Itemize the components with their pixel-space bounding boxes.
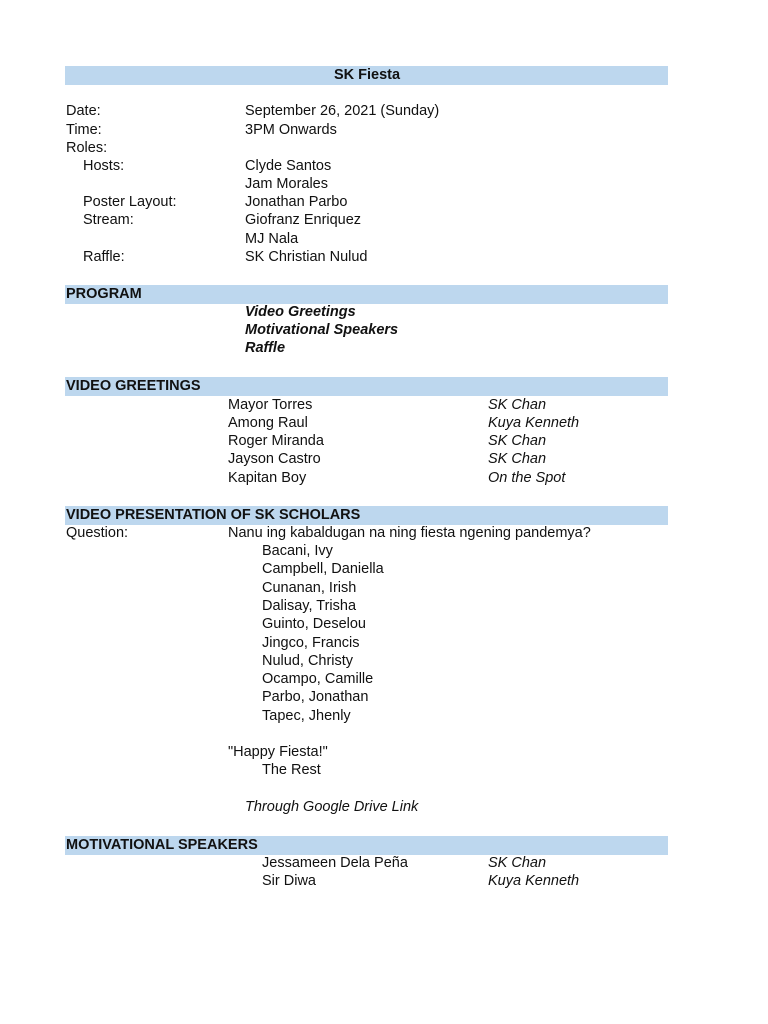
scholar-name: Tapec, Jhenly: [262, 708, 351, 724]
scholar-name: Nulud, Christy: [262, 653, 354, 669]
poster-value: Jonathan Parbo: [245, 194, 348, 210]
program-item: [0, 303, 768, 321]
poster-label: Poster Layout:: [83, 194, 177, 210]
date-value: September 26, 2021 (Sunday): [245, 103, 440, 119]
motivational-heading-band: [65, 836, 668, 855]
greeting-assignee: SK Chan: [488, 397, 547, 413]
greeting-row: [0, 469, 768, 487]
greeting-name: Roger Miranda: [228, 433, 324, 449]
drive-link-note: Through Google Drive Link: [245, 799, 419, 815]
question-row: [0, 524, 768, 542]
greeting-row: [0, 432, 768, 450]
stream-name: Giofranz Enriquez: [245, 212, 362, 228]
scholar-row: [0, 688, 768, 706]
greeting-name: Kapitan Boy: [228, 470, 307, 486]
speaker-name: Jessameen Dela Peña: [262, 855, 408, 871]
stream-name: MJ Nala: [245, 231, 299, 247]
program-item-label: Motivational Speakers: [245, 322, 399, 338]
scholar-row: [0, 707, 768, 725]
raffle-value: SK Christian Nulud: [245, 249, 368, 265]
video-greetings-heading: VIDEO GREETINGS: [66, 378, 201, 394]
program-item: [0, 339, 768, 357]
speaker-row: [0, 872, 768, 890]
question-label: Question:: [66, 525, 129, 541]
date-label: Date:: [66, 103, 101, 119]
video-greetings-heading-band: [65, 377, 668, 396]
note-row: [0, 798, 768, 816]
stream-row: [0, 211, 768, 229]
greeting-assignee: SK Chan: [488, 451, 547, 467]
title-band: [65, 66, 668, 85]
scholar-name: Jingco, Francis: [262, 635, 360, 651]
hosts-row: [0, 157, 768, 175]
scholar-name: Dalisay, Trisha: [262, 598, 357, 614]
scholar-row: [0, 542, 768, 560]
scholar-row: [0, 652, 768, 670]
raffle-label: Raffle:: [83, 249, 125, 265]
speaker-assignee: SK Chan: [488, 855, 547, 871]
page-title: SK Fiesta: [333, 67, 401, 83]
scholar-row: [0, 634, 768, 652]
scholar-name: Campbell, Daniella: [262, 561, 384, 577]
greeting-quote: "Happy Fiesta!": [228, 744, 328, 760]
scholar-row: [0, 615, 768, 633]
time-label: Time:: [66, 122, 102, 138]
scholar-name: Guinto, Deselou: [262, 616, 366, 632]
time-value: 3PM Onwards: [245, 122, 337, 138]
host-name: Clyde Santos: [245, 158, 332, 174]
scholar-row: [0, 670, 768, 688]
scholar-name: Cunanan, Irish: [262, 580, 357, 596]
scholar-name: Bacani, Ivy: [262, 543, 333, 559]
time-row: [0, 121, 768, 139]
scholar-row: [0, 597, 768, 615]
hosts-row-2: [0, 175, 768, 193]
stream-row-2: [0, 230, 768, 248]
scholar-name: Parbo, Jonathan: [262, 689, 369, 705]
greeting-quote-row: [0, 743, 768, 761]
host-name: Jam Morales: [245, 176, 328, 192]
greeting-quote-by-row: [0, 761, 768, 779]
program-heading: PROGRAM: [66, 286, 142, 302]
poster-row: [0, 193, 768, 211]
motivational-heading: MOTIVATIONAL SPEAKERS: [66, 837, 258, 853]
program-item: [0, 321, 768, 339]
speaker-row: [0, 854, 768, 872]
stream-label: Stream:: [83, 212, 134, 228]
greeting-row: [0, 414, 768, 432]
scholar-row: [0, 579, 768, 597]
scholars-heading: VIDEO PRESENTATION OF SK SCHOLARS: [66, 507, 361, 523]
greeting-assignee: Kuya Kenneth: [488, 415, 580, 431]
roles-row: [0, 139, 768, 157]
greeting-quote-by: The Rest: [262, 762, 321, 778]
program-item-label: Video Greetings: [245, 304, 356, 320]
greeting-name: Jayson Castro: [228, 451, 321, 467]
date-row: [0, 102, 768, 120]
scholar-row: [0, 560, 768, 578]
scholar-name: Ocampo, Camille: [262, 671, 374, 687]
roles-label: Roles:: [66, 140, 108, 156]
greeting-row: [0, 450, 768, 468]
program-heading-band: [65, 285, 668, 304]
hosts-label: Hosts:: [83, 158, 125, 174]
scholars-heading-band: [65, 506, 668, 525]
greeting-assignee: On the Spot: [488, 470, 566, 486]
raffle-row: [0, 248, 768, 266]
question-text: Nanu ing kabaldugan na ning fiesta ngening pandemya?: [228, 525, 591, 541]
program-item-label: Raffle: [245, 340, 286, 356]
greeting-name: Among Raul: [228, 415, 308, 431]
greeting-assignee: SK Chan: [488, 433, 547, 449]
greeting-row: [0, 396, 768, 414]
speaker-assignee: Kuya Kenneth: [488, 873, 580, 889]
speaker-name: Sir Diwa: [262, 873, 316, 889]
greeting-name: Mayor Torres: [228, 397, 313, 413]
